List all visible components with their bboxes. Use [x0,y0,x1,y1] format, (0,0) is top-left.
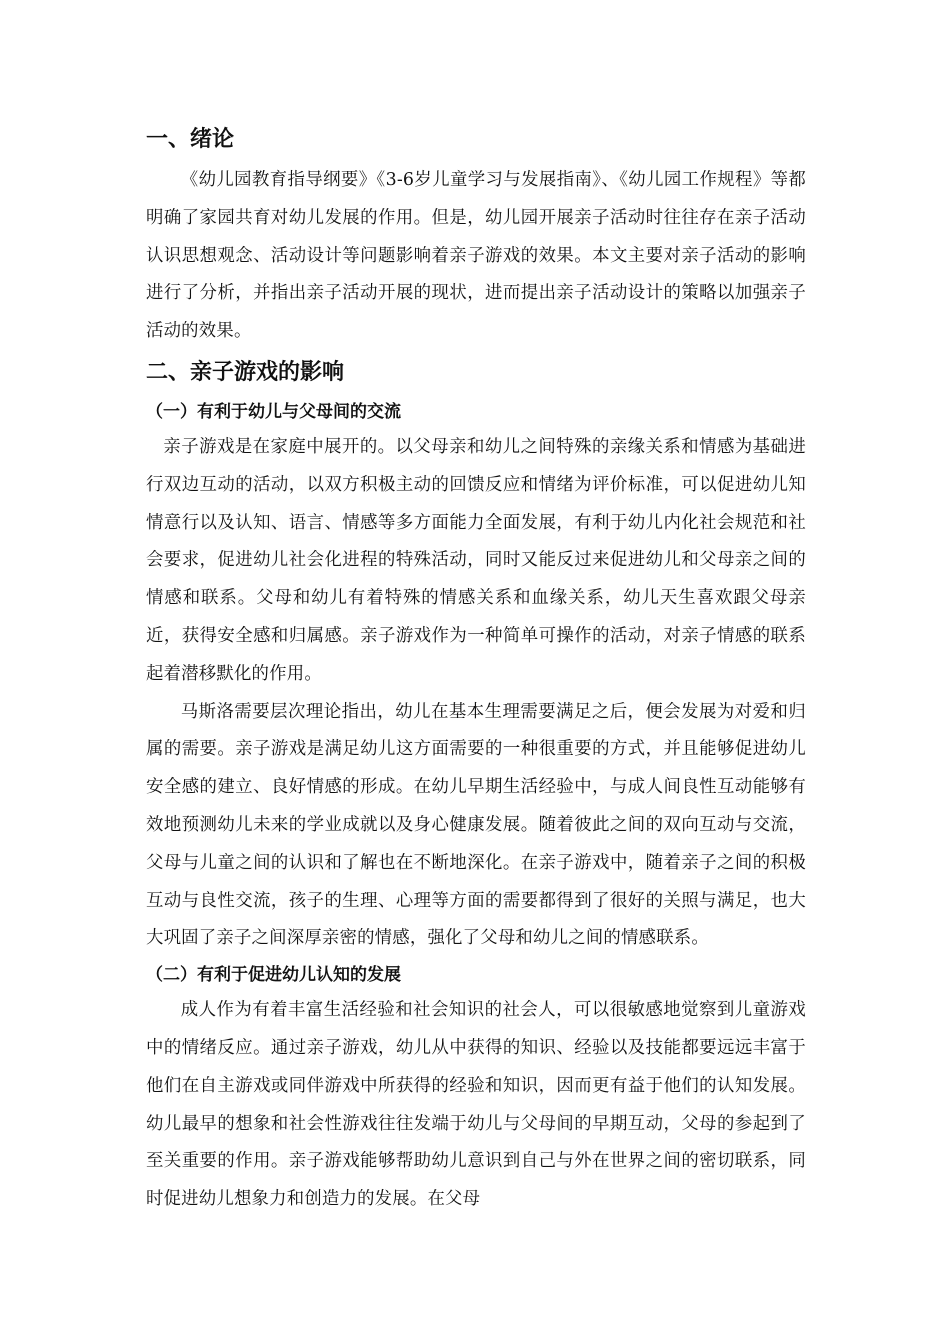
paragraph: 马斯洛需要层次理论指出，幼儿在基本生理需要满足之后，便会发展为对爱和归属的需要。亲子游戏是满足幼儿这方面需要的一种很重要的方式，并且能够促进幼儿安全感的建立、良好情感的形成。在幼儿早期生活经验中，与成人间良性互动能够有效地预测幼儿未来的学业成就以及身心健康发展。随着彼此之间的双向互动与交流，父母与儿童之间的认识和了解也在不断地深化。在亲子游戏中，随着亲子之间的积极互动与良性交流，孩子的生理、心理等方面的需要都得到了很好的关照与满足，也大大巩固了亲子之间深厚亲密的情感，强化了父母和幼儿之间的情感联系。 [146,701,806,949]
section-heading-introduction: 一、绪论 [146,127,235,152]
paragraph: 《幼儿园教育指导纲要》《3-6岁儿童学习与发展指南》、《幼儿园工作规程》等都明确了家园共育对幼儿发展的作用。但是，幼儿园开展亲子活动时往往存在亲子活动认识思想观念、活动设计等问题影响着亲子游戏的效果。本文主要对亲子活动的影响进行了分析，并指出亲子活动开展的现状，进而提出亲子活动设计的策略以加强亲子活动的效果。 [146,170,806,342]
subsection-heading-communication: （一）有利于幼儿与父母间的交流 [146,401,401,422]
section-heading-influence: 二、亲子游戏的影响 [146,359,345,385]
document-body [146,118,806,1219]
paragraph: 亲子游戏是在家庭中展开的。以父母亲和幼儿之间特殊的亲缘关系和情感为基础进行双边互动的活动，以双方积极主动的回馈反应和情绪为评价标准，可以促进幼儿知情意行以及认知、语言、情感等多方面能力全面发展，有利于幼儿内化社会规范和社会要求，促进幼儿社会化进程的特殊活动，同时又能反过来促进幼儿和父母亲之间的情感和联系。父母和幼儿有着特殊的情感关系和血缘关系，幼儿天生喜欢跟父母亲近，获得安全感和归属感。亲子游戏作为一种简单可操作的活动，对亲子情感的联系起着潜移默化的作用。 [146,436,806,684]
subsection-heading-cognition: （二）有利于促进幼儿认知的发展 [146,965,401,986]
paragraph: 成人作为有着丰富生活经验和社会知识的社会人，可以很敏感地觉察到儿童游戏中的情绪反应。通过亲子游戏，幼儿从中获得的知识、经验以及技能都要远远丰富于他们在自主游戏或同伴游戏中所获得的经验和知识，因而更有益于他们的认知发展。幼儿最早的想象和社会性游戏往往发端于幼儿与父母间的早期互动，父母的参起到了至关重要的作用。亲子游戏能够帮助幼儿意识到自己与外在世界之间的密切联系，同时促进幼儿想象力和创造力的发展。在父母 [146,1000,806,1210]
